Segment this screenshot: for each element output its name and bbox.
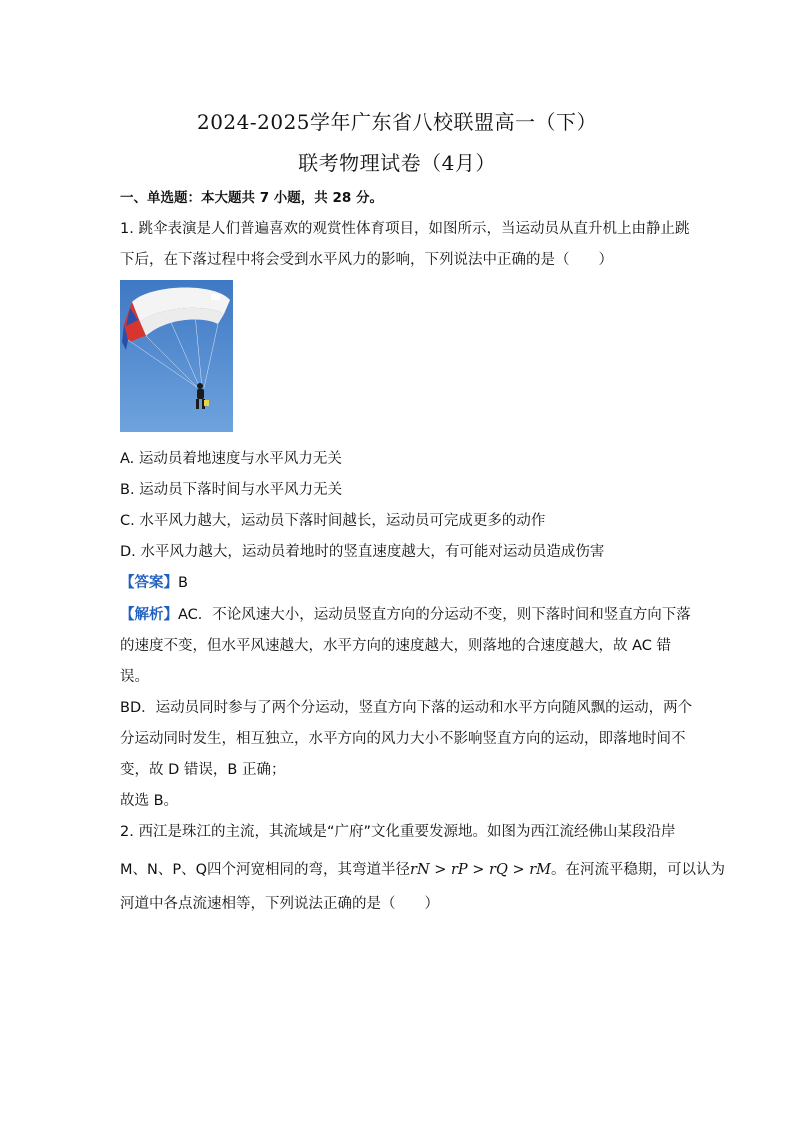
- q2-stem-line2: [120, 858, 725, 879]
- exam-title-line2: 联考物理试卷（4月）: [298, 151, 496, 175]
- q2-stem-line2-post: 。在河流平稳期，可以认为: [551, 862, 726, 878]
- q1-analysis-line4: BD．运动员同时参与了两个分运动，竖直方向下落的运动和水平方向随风飘的运动，两个: [120, 700, 693, 716]
- parachutist-image: [120, 280, 233, 432]
- radius-inequality: rN > rP > rQ > rM: [410, 862, 552, 878]
- q1-analysis-line3: 误。: [120, 669, 149, 685]
- q2-stem-line1: 2. 西江是珠江的主流，其流域是“广府”文化重要发源地。如图为西江流经佛山某段沿岸: [120, 824, 676, 840]
- q1-option-c: C. 水平风力越大，运动员下落时间越长，运动员可完成更多的动作: [120, 513, 546, 529]
- analysis-label: 【解析】: [120, 607, 178, 623]
- q1-option-b: B. 运动员下落时间与水平风力无关: [120, 482, 343, 498]
- q1-analysis-line1: [120, 603, 691, 624]
- exam-title-line1: 2024-2025学年广东省八校联盟高一（下）: [196, 110, 598, 134]
- q1-option-d: D. 水平风力越大，运动员着地时的竖直速度越大，有可能对运动员造成伤害: [120, 544, 605, 560]
- q2-stem-line3: 河道中各点流速相等，下列说法正确的是（ ）: [120, 896, 439, 912]
- q1-stem-line1: 1. 跳伞表演是人们普遍喜欢的观赏性体育项目，如图所示，当运动员从直升机上由静止跳: [120, 221, 690, 237]
- answer-label: 【答案】: [120, 575, 178, 591]
- q1-analysis-line7: 故选 B。: [120, 793, 179, 809]
- section-heading: 一、单选题：本大题共 7 小题，共 28 分。: [120, 190, 383, 206]
- analysis-text: AC．不论风速大小，运动员竖直方向的分运动不变，则下落时间和竖直方向下落: [178, 607, 691, 623]
- q1-answer: [120, 571, 188, 592]
- q1-analysis-line6: 变，故 D 错误，B 正确；: [120, 762, 286, 778]
- q1-analysis-line5: 分运动同时发生，相互独立，水平方向的风力大小不影响竖直方向的运动，即落地时间不: [120, 731, 686, 747]
- q1-stem-line2: 下后，在下落过程中将会受到水平风力的影响，下列说法中正确的是（ ）: [120, 252, 613, 268]
- q1-analysis-line2: 的速度不变，但水平风速越大，水平方向的速度越大，则落地的合速度越大，故 AC 错: [120, 638, 672, 654]
- answer-value: B: [178, 575, 188, 591]
- parachutist-photo: [120, 280, 233, 432]
- q1-option-a: A. 运动员着地速度与水平风力无关: [120, 451, 342, 467]
- q2-stem-line2-pre: M、N、P、Q四个河宽相同的弯，其弯道半径: [120, 862, 411, 878]
